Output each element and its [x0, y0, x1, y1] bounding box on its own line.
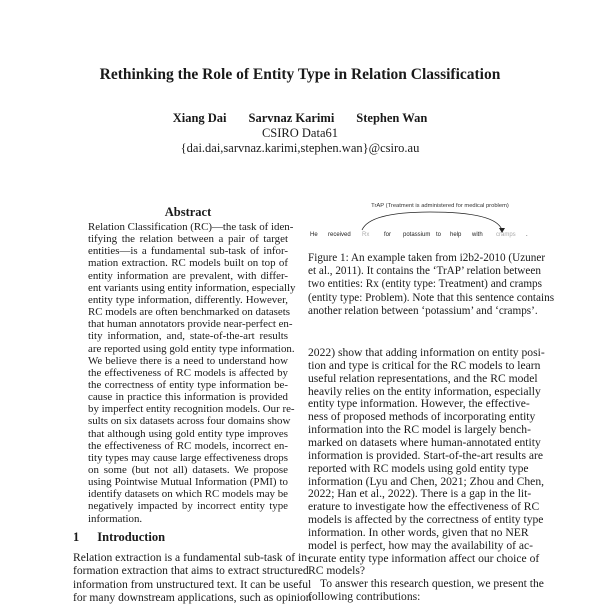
abstract-line: Relation Classification (RC)—the task of iden- — [88, 221, 294, 233]
abstract-line: that although using gold entity type improves — [88, 427, 288, 440]
body-line: reported with RC models using gold entity type — [308, 461, 529, 475]
abstract-line: entity type information, differently. However, — [88, 293, 288, 306]
sentence-token: cramps — [496, 232, 516, 238]
intro-line: information from unstructured text. It can be useful — [73, 577, 312, 591]
abstract-line: identify datasets on which RC models may be — [88, 488, 288, 501]
body-line: To answer this research question, we present the — [320, 577, 544, 591]
body-line: information into the RC model is largely bench- — [308, 423, 531, 437]
abstract-line: entity information are prevalent, with differ- — [88, 269, 288, 282]
sentence-token: to — [436, 232, 442, 238]
sentence-token: potassium — [403, 232, 431, 238]
body-line: heavily relies on the entity information, especially — [308, 384, 541, 398]
intro-line: formation extraction that aims to extract structured — [73, 564, 309, 578]
caption-line: Figure 1: An example taken from i2b2-2010 (Uzuner — [308, 252, 546, 264]
author-emails: {dai.dai,sarvnaz.karimi,stephen.wan}@csiro.au — [180, 141, 420, 155]
abstract-line: that human annotators provide near-perfect en- — [88, 318, 293, 331]
abstract-line: entities—is a fundamental sub-task of infor- — [88, 245, 288, 258]
sentence-token: help — [450, 232, 462, 238]
abstract-line: the correctness of entity type information be- — [88, 378, 288, 391]
body-line: marked on datasets where human-annotated entity — [308, 435, 541, 449]
body-line: information. In other words, given that no NER — [308, 525, 529, 539]
intro-line: for many downstream applications, such as opinion — [73, 590, 312, 604]
abstract-line: mation extraction. RC models built on top of — [88, 257, 288, 270]
body-line: tion and type is critical for the RC models to learn — [308, 358, 541, 372]
author-name: Sarvnaz Karimi — [248, 111, 335, 125]
abstract-line: ent variants using entity information, especially — [88, 281, 296, 294]
author-name: Xiang Dai — [172, 111, 227, 125]
author-list — [0, 111, 600, 126]
abstract-line: tity information, and, state-of-the-art results — [88, 330, 288, 343]
caption-line: et al., 2011). It contains the ‘TrAP’ relation between — [308, 265, 541, 278]
abstract-heading: Abstract — [164, 205, 212, 219]
body-line: model is perfect, how may the availability of ac- — [308, 538, 534, 552]
body-line: 2022; Han et al., 2022). There is a gap in the lit- — [308, 487, 532, 501]
caption-line: (entity type: Problem). Note that this sentence contains — [308, 291, 555, 304]
abstract-line: on some (but not all) datasets. We propose — [88, 464, 288, 476]
body-line: information (Lyu and Chen, 2021; Zhou and Chen, — [308, 474, 545, 488]
caption-line: another relation between ‘potassium’ and ‘cramps’. — [308, 304, 538, 317]
relation-label: TrAP (Treatment is administered for medical problem) — [371, 203, 509, 209]
body-line: useful relation representations, and the RC model — [308, 371, 538, 385]
body-line: information is provided. Start-of-the-art results are — [308, 448, 544, 462]
body-line: curate entity type information affect our choice of — [308, 551, 540, 565]
section-heading-introduction — [73, 530, 183, 545]
sentence-token: . — [526, 232, 528, 238]
abstract-line: using Pointwise Mutual Information (PMI) to — [88, 476, 288, 489]
sentence-token: with — [472, 232, 483, 238]
sentence-token: He — [310, 232, 318, 238]
abstract-line: sults on six datasets across four domains show — [88, 415, 291, 428]
abstract-line: tity types may cause large effectiveness drops — [88, 451, 288, 464]
intro-line: Relation extraction is a fundamental sub-task of in- — [73, 551, 311, 564]
caption-line: two entities: Rx (entity type: Treatment) and cramps — [308, 278, 542, 291]
affiliation: CSIRO Data61 — [261, 126, 339, 140]
body-line: models is affected by the correctness of entity type — [308, 513, 544, 527]
body-line: ness of proposed methods of incorporating entity — [308, 410, 536, 424]
body-line: RC models? — [308, 564, 366, 578]
paper-title: Rethinking the Role of Entity Type in Relation Classification — [99, 66, 501, 83]
abstract-line: the effectiveness of RC models, incorrect en- — [88, 439, 288, 452]
body-line: 2022) show that adding information on entity posi- — [308, 346, 545, 359]
abstract-line: negatively impacted by incorrect entity type — [88, 500, 288, 513]
section-title: Introduction — [97, 530, 166, 544]
abstract-line: information. — [88, 512, 143, 525]
abstract-line: the effectiveness of RC models is affected by — [88, 366, 288, 379]
body-line: following contributions: — [308, 590, 421, 604]
abstract-line: are reported using gold entity type information. — [88, 342, 295, 355]
body-line: erature to investigate how the effectiveness of RC — [308, 500, 540, 514]
abstract-line: We believe there is a need to understand how — [88, 354, 288, 367]
body-line: entity type information. However, the effective- — [308, 397, 530, 411]
abstract-line: tifying the relation between a pair of target — [88, 233, 288, 246]
abstract-line: by imperfect entity recognition models. Our re- — [88, 403, 295, 416]
section-number: 1 — [73, 530, 80, 544]
sentence-token: received — [328, 232, 351, 238]
sentence-token: Rx — [362, 232, 370, 238]
abstract-line: cause in practice this information is provided — [88, 391, 288, 404]
author-name: Stephen Wan — [356, 111, 428, 125]
sentence-token: for — [384, 232, 392, 238]
abstract-line: RC models are often benchmarked on datasets — [88, 306, 291, 319]
